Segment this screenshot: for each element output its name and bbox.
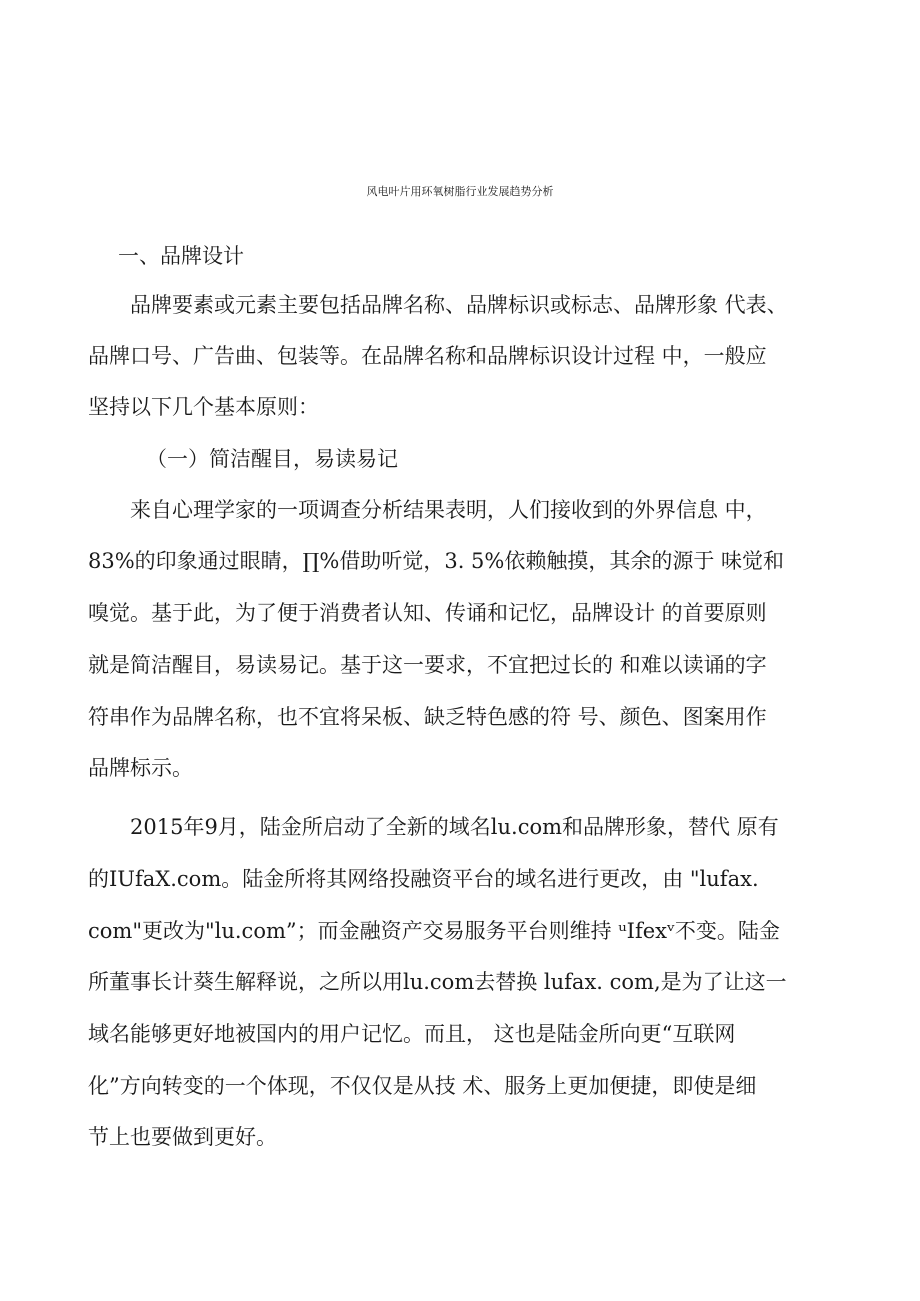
subsection-heading: （一）简洁醒目，易读易记 [146,447,398,471]
paragraph-line: 83%的印象通过眼睛，∏%借助听觉，3. 5%依赖触摸，其余的源于 味觉和 [88,549,785,573]
paragraph-line: 域名能够更好地被国内的用户记忆。而且， 这也是陆金所向更“互联网 [88,1022,736,1046]
paragraph-line: 2015年9月，陆金所启动了全新的域名lu.com和品牌形象，替代 原有 [130,815,779,839]
paragraph-line: 品牌要素或元素主要包括品牌名称、品牌标识或标志、品牌形象 代表、 [130,293,788,317]
document-title: 风电叶片用环氧树脂行业发展趋势分析 [366,185,554,198]
paragraph-line: 所董事长计葵生解释说，之所以用lu.com去替换 lufax. com,是为了让这一 [88,970,787,994]
paragraph-line: com"更改为"lu.com”；而金融资产交易服务平台则维持 ᵘIfexᵛ不变。陆金 [88,919,780,943]
paragraph-line: 来自心理学家的一项调查分析结果表明，人们接收到的外界信息 中， [130,498,767,522]
section-heading: 一、品牌设计 [118,244,244,268]
paragraph-line: 就是简洁醒目，易读易记。基于这一要求，不宜把过长的 和难以读诵的字 [88,653,767,677]
paragraph-line: 化”方向转变的一个体现，不仅仅是从技 术、服务上更加便捷，即使是细 [88,1074,757,1098]
paragraph-line: 符串作为品牌名称，也不宜将呆板、缺乏特色感的符 号、颜色、图案用作 [88,705,767,729]
paragraph-line: 品牌口号、广告曲、包装等。在品牌名称和品牌标识设计过程 中，一般应 [88,344,767,368]
paragraph-line: 节上也要做到更好。 [88,1125,277,1149]
paragraph-line: 嗅觉。基于此，为了便于消费者认知、传诵和记忆，品牌设计 的首要原则 [88,601,767,625]
paragraph-line: 品牌标示。 [88,756,193,780]
paragraph-line: 坚持以下几个基本原则： [88,395,319,419]
paragraph-line: 的IUfaX.com。陆金所将其网络投融资平台的域名进行更改，由 "lufax. [88,867,759,891]
